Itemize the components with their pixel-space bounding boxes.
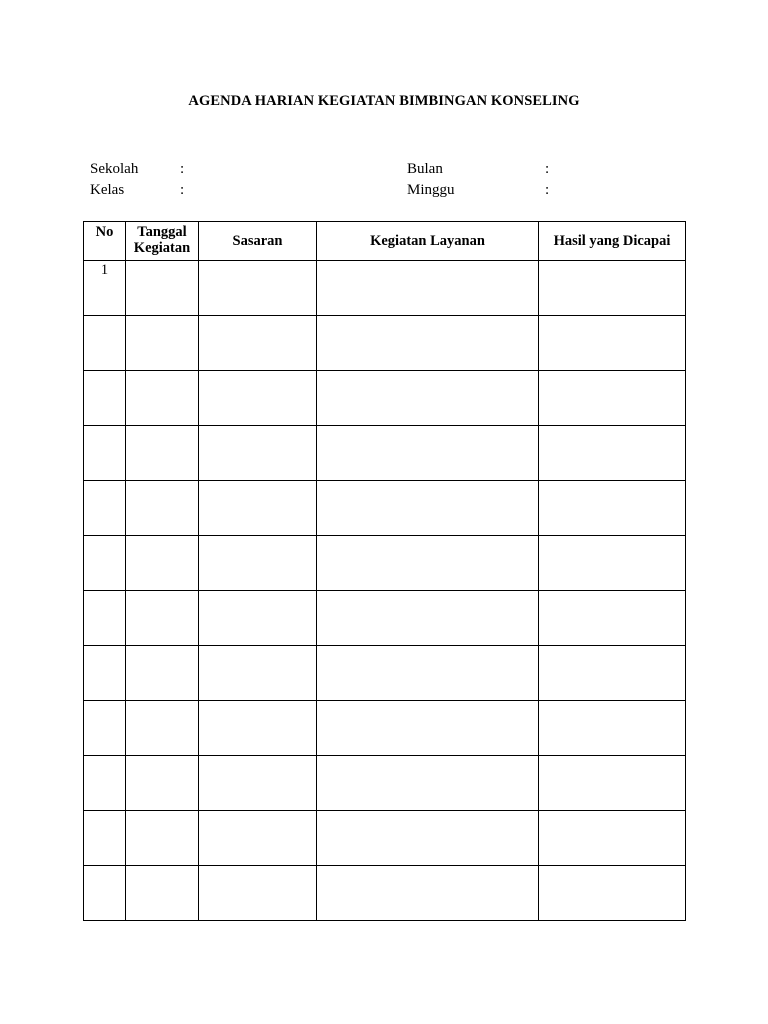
bulan-label: Bulan [407, 161, 443, 177]
column-header-kegiatan-layanan: Kegiatan Layanan [317, 222, 539, 261]
cell-hasil[interactable] [539, 426, 686, 481]
cell-kegiatan-layanan[interactable] [317, 866, 539, 921]
cell-no[interactable] [84, 481, 126, 536]
cell-kegiatan-layanan[interactable] [317, 811, 539, 866]
cell-hasil[interactable] [539, 371, 686, 426]
cell-kegiatan-layanan[interactable] [317, 481, 539, 536]
cell-no[interactable] [84, 536, 126, 591]
cell-sasaran[interactable] [199, 756, 317, 811]
cell-tanggal[interactable] [126, 536, 199, 591]
cell-tanggal[interactable] [126, 316, 199, 371]
cell-hasil[interactable] [539, 866, 686, 921]
column-header-hasil: Hasil yang Dicapai [539, 222, 686, 261]
agenda-table [83, 221, 686, 921]
cell-no[interactable] [84, 316, 126, 371]
kelas-label: Kelas [90, 182, 125, 198]
table-row [84, 426, 686, 481]
cell-tanggal[interactable] [126, 811, 199, 866]
cell-sasaran[interactable] [199, 371, 317, 426]
cell-tanggal[interactable] [126, 481, 199, 536]
cell-kegiatan-layanan[interactable] [317, 701, 539, 756]
kelas-separator: : [180, 182, 185, 198]
cell-sasaran[interactable] [199, 426, 317, 481]
cell-kegiatan-layanan[interactable] [317, 371, 539, 426]
cell-no[interactable] [84, 426, 126, 481]
document-title: AGENDA HARIAN KEGIATAN BIMBINGAN KONSELING [188, 93, 580, 109]
cell-tanggal[interactable] [126, 756, 199, 811]
table-row [84, 536, 686, 591]
cell-kegiatan-layanan[interactable] [317, 261, 539, 316]
cell-sasaran[interactable] [199, 591, 317, 646]
cell-no[interactable] [84, 646, 126, 701]
cell-tanggal[interactable] [126, 646, 199, 701]
cell-no[interactable] [84, 811, 126, 866]
cell-sasaran[interactable] [199, 701, 317, 756]
table-row [84, 646, 686, 701]
cell-sasaran[interactable] [199, 261, 317, 316]
table-header-row [84, 222, 686, 261]
table-row [84, 261, 686, 316]
cell-tanggal[interactable] [126, 261, 199, 316]
cell-sasaran[interactable] [199, 866, 317, 921]
table-row [84, 316, 686, 371]
cell-tanggal[interactable] [126, 426, 199, 481]
cell-kegiatan-layanan[interactable] [317, 591, 539, 646]
table-row [84, 481, 686, 536]
cell-hasil[interactable] [539, 261, 686, 316]
cell-no[interactable] [84, 701, 126, 756]
cell-tanggal[interactable] [126, 591, 199, 646]
table-row [84, 811, 686, 866]
column-header-tanggal-line1: Tanggal [137, 224, 187, 240]
cell-sasaran[interactable] [199, 481, 317, 536]
table-row [84, 756, 686, 811]
cell-no[interactable] [84, 371, 126, 426]
cell-kegiatan-layanan[interactable] [317, 756, 539, 811]
minggu-separator: : [545, 182, 550, 198]
cell-kegiatan-layanan[interactable] [317, 646, 539, 701]
minggu-label: Minggu [407, 182, 455, 198]
cell-kegiatan-layanan[interactable] [317, 426, 539, 481]
cell-hasil[interactable] [539, 701, 686, 756]
cell-no[interactable] [84, 591, 126, 646]
cell-hasil[interactable] [539, 756, 686, 811]
cell-hasil[interactable] [539, 536, 686, 591]
table-row [84, 866, 686, 921]
cell-hasil[interactable] [539, 591, 686, 646]
table-row [84, 591, 686, 646]
cell-tanggal[interactable] [126, 371, 199, 426]
cell-no[interactable] [84, 866, 126, 921]
table-row [84, 701, 686, 756]
column-header-tanggal-line2: Kegiatan [133, 240, 191, 256]
cell-hasil[interactable] [539, 316, 686, 371]
cell-tanggal[interactable] [126, 701, 199, 756]
cell-sasaran[interactable] [199, 536, 317, 591]
cell-tanggal[interactable] [126, 866, 199, 921]
column-header-tanggal-kegiatan [126, 222, 199, 261]
cell-no[interactable] [84, 756, 126, 811]
cell-kegiatan-layanan[interactable] [317, 316, 539, 371]
cell-hasil[interactable] [539, 646, 686, 701]
sekolah-label: Sekolah [90, 161, 139, 177]
cell-kegiatan-layanan[interactable] [317, 536, 539, 591]
sekolah-separator: : [180, 161, 185, 177]
cell-hasil[interactable] [539, 481, 686, 536]
cell-hasil[interactable] [539, 811, 686, 866]
bulan-separator: : [545, 161, 550, 177]
column-header-no: No [84, 222, 126, 261]
column-header-sasaran: Sasaran [199, 222, 317, 261]
cell-sasaran[interactable] [199, 646, 317, 701]
cell-sasaran[interactable] [199, 316, 317, 371]
cell-sasaran[interactable] [199, 811, 317, 866]
table-row [84, 371, 686, 426]
cell-no[interactable]: 1 [84, 261, 126, 316]
